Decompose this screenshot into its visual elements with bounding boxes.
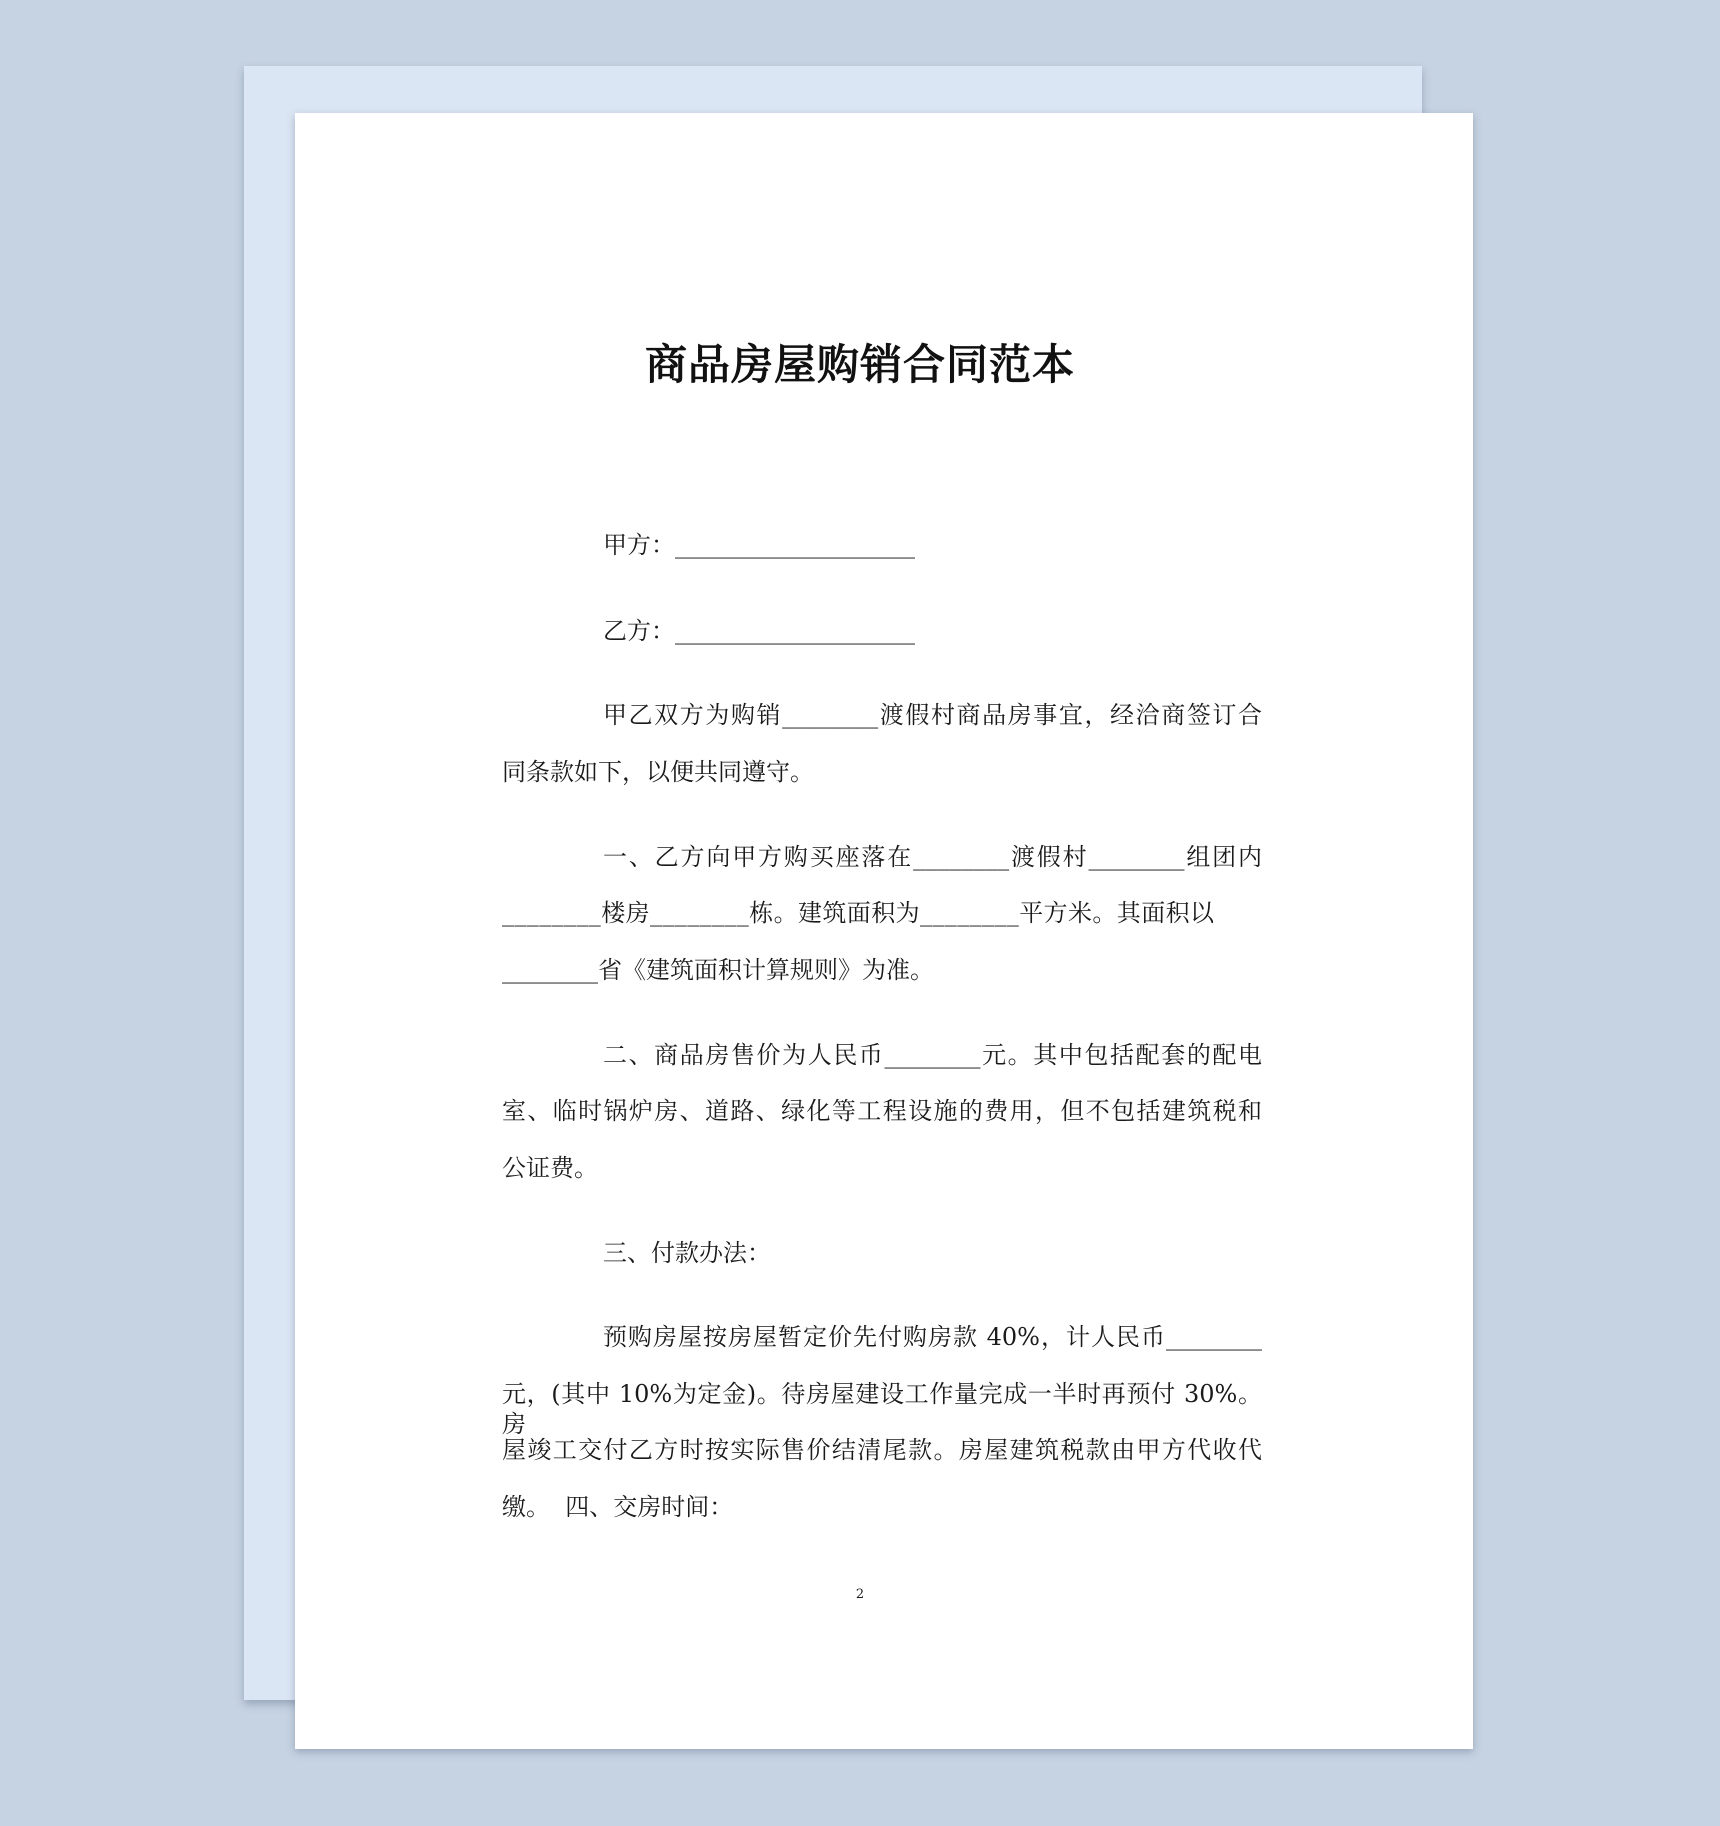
clause2-line: 室、临时锅炉房、道路、绿化等工程设施的费用，但不包括建筑税和: [502, 1097, 1262, 1125]
party-a-field[interactable]: 甲方：____________________: [603, 531, 915, 559]
clause1-line: ________楼房________栋。建筑面积为________平方米。其面积以: [502, 899, 1215, 927]
clause3-line: 预购房屋按房屋暂定价先付购房款 40%，计人民币________: [603, 1323, 1262, 1351]
clause1-line: ________省《建筑面积计算规则》为准。: [502, 956, 934, 984]
clause1-line: 一、乙方向甲方购买座落在________渡假村________组团内: [603, 843, 1262, 871]
clause3-line: 缴。 四、交房时间：: [502, 1493, 734, 1521]
clause3-line: 元，(其中 10%为定金)。待房屋建设工作量完成一半时再预付 30%。房: [502, 1380, 1262, 1438]
intro-line: 甲乙双方为购销________渡假村商品房事宜，经洽商签订合: [603, 701, 1262, 729]
clause2-line: 公证费。: [502, 1154, 598, 1182]
clause3-line: 屋竣工交付乙方时按实际售价结清尾款。房屋建筑税款由甲方代收代: [502, 1436, 1262, 1464]
page-number: 2: [855, 1587, 865, 1602]
intro-line: 同条款如下，以便共同遵守。: [502, 758, 814, 786]
clause3-heading: 三、付款办法：: [603, 1239, 771, 1267]
party-b-field[interactable]: 乙方：____________________: [603, 617, 915, 645]
document-title: 商品房屋购销合同范本: [644, 340, 1075, 389]
clause2-line: 二、商品房售价为人民币________元。其中包括配套的配电: [603, 1041, 1262, 1069]
